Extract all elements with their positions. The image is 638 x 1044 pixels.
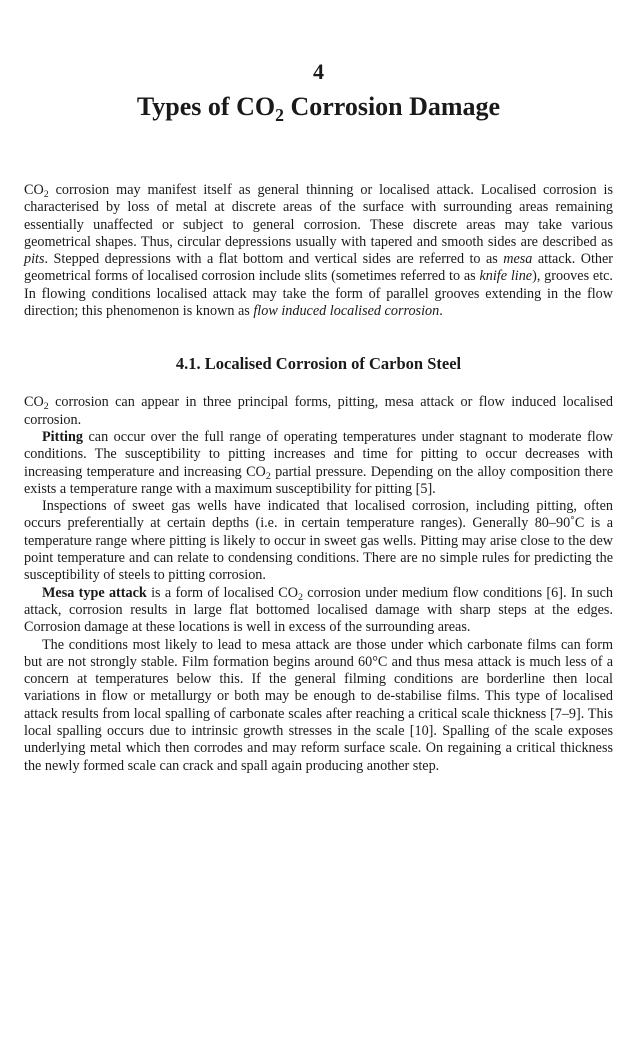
term-pits: pits bbox=[24, 251, 45, 268]
intro-paragraph bbox=[24, 182, 613, 320]
chapter-title-prefix: Types of CO bbox=[136, 92, 276, 121]
p1-text: corrosion can appear in three principal forms, pitting, mesa attack or flow induced localised corrosion. bbox=[24, 394, 613, 428]
intro-text-3: attack. Other geometrical forms of localised corrosion include slits (sometimes referred to as bbox=[24, 251, 614, 285]
section-paragraph-pitting bbox=[24, 429, 613, 498]
term-pitting: Pitting bbox=[42, 428, 83, 445]
p2-text-2: partial pressure. Depending on the alloy composition there exists a temperature range with a maximum susceptibility for pitting [5]. bbox=[24, 463, 614, 497]
document-page bbox=[0, 58, 638, 1044]
intro-text-4: ), grooves etc. In flowing conditions localised attack may take the form of parallel grooves extending in the flow direction; this phenomenon is known as bbox=[24, 268, 613, 320]
p4-text-2: corrosion under medium flow conditions [6]. In such attack, corrosion results in large flat bottomed localised damage with sharp steps at the edges. Corrosion damage at these locations is well in excess of the surrounding areas. bbox=[24, 584, 613, 636]
intro-subscript: 2 bbox=[43, 188, 49, 200]
section-paragraph-mesa bbox=[24, 585, 613, 637]
intro-text-5: . bbox=[439, 303, 443, 320]
term-flow-induced: flow induced localised corrosion bbox=[253, 303, 440, 320]
p1-subscript: 2 bbox=[43, 401, 49, 413]
p4-subscript: 2 bbox=[298, 591, 303, 603]
section-paragraph-inspections: Inspections of sweet gas wells have indicated that localised corrosion, including pitting, often occurs preferentially at certain depths (i.e. in certain temperature ranges). Generally 80–90˚C is a temperature range where pitting is likely to occur in sweet gas wells. Pitting may arise close to the dew point temperature and can relate to condensing conditions. There are no simple rules for predicting the susceptibility of steels to pitting corrosion. bbox=[24, 498, 613, 584]
chapter-title bbox=[24, 90, 613, 124]
section-heading: 4.1. Localised Corrosion of Carbon Steel bbox=[175, 354, 462, 374]
intro-text-1: corrosion may manifest itself as general thinning or localised attack. Localised corrosion is characterised by loss of metal at discrete areas of the surface with surrounding areas remaining essentially unaffected or subject to general corrosion. These discrete areas may take various geometrical shapes. Thus, circular depressions usually with tapered and smooth sides are described as bbox=[24, 182, 613, 250]
term-mesa: mesa bbox=[503, 251, 533, 268]
p4-text-1: is a form of localised CO bbox=[146, 584, 299, 601]
intro-co: CO bbox=[24, 182, 44, 198]
p2-text-1: can occur over the full range of operating temperatures under stagnant to moderate flow conditions. The susceptibility to pitting increases and time for pitting to occur decreases with increasing temperature and increasing CO bbox=[24, 428, 613, 480]
chapter-title-suffix: Corrosion Damage bbox=[283, 92, 501, 121]
chapter-number: 4 bbox=[313, 59, 324, 84]
chapter-title-subscript: 2 bbox=[275, 105, 284, 126]
term-knife-line: knife line bbox=[479, 268, 533, 285]
p1-co: CO bbox=[24, 394, 44, 411]
section-paragraph-conditions: The conditions most likely to lead to mesa attack are those under which carbonate films can form but are not strongly stable. Film formation begins around 60°C and thus mesa attack is much less of a concern at temperatures below this. If the general filming conditions are borderline then local variations in flow or metallurgy or both may be enough to de-stabilise films. This type of localised attack results from local spalling of carbonate scales after reaching a critical scale thickness [7–9]. This local spalling occurs due to intrinsic growth stresses in the scale [10]. Spalling of the scale exposes underlying metal which then corrodes and may reform surface scale. On regaining a critical thickness the newly formed scale can crack and spall again producing another step. bbox=[24, 636, 613, 774]
intro-text-2: . Stepped depressions with a flat bottom and vertical sides are referred to as bbox=[44, 251, 504, 268]
term-mesa-type-attack: Mesa type attack bbox=[42, 584, 147, 601]
p2-subscript: 2 bbox=[265, 470, 271, 482]
section-paragraph-1 bbox=[24, 394, 613, 429]
